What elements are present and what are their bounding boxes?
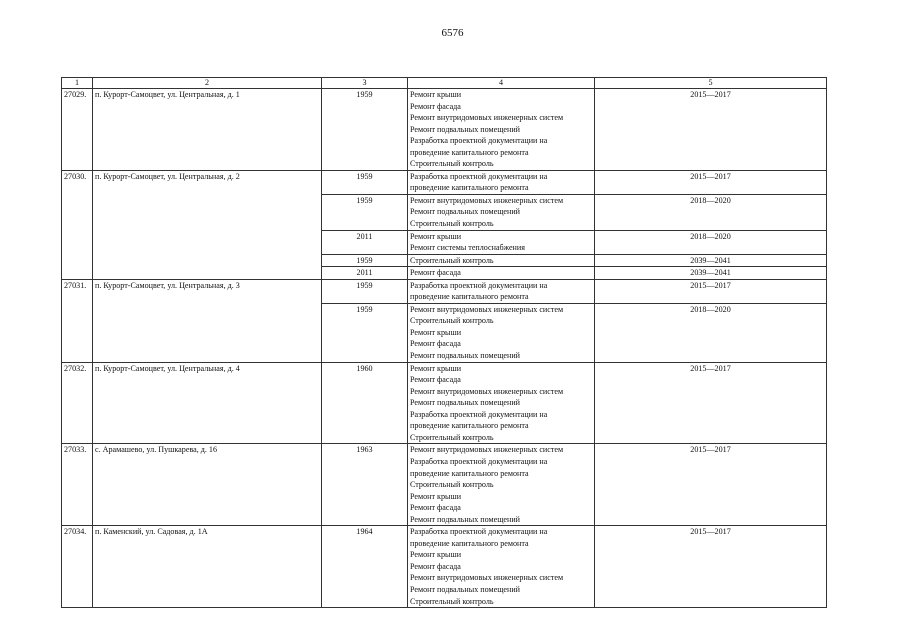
repair-period: 2018—2020 xyxy=(595,230,827,254)
table-row xyxy=(62,89,827,171)
works-list xyxy=(408,526,595,608)
column-header: 5 xyxy=(595,78,827,89)
work-item: Ремонт подвальных помещений xyxy=(410,584,521,594)
table-row xyxy=(62,444,827,526)
table-row xyxy=(62,362,827,444)
record-address: п. Курорт-Самоцвет, ул. Центральная, д. 1 xyxy=(93,89,322,171)
work-item: проведение капитального ремонта xyxy=(410,468,529,478)
work-item: Ремонт фасада xyxy=(410,268,461,278)
works-list xyxy=(408,444,595,526)
work-item: Ремонт крыши xyxy=(410,231,462,241)
build-year: 1959 xyxy=(322,170,408,194)
repair-period: 2039—2041 xyxy=(595,267,827,280)
work-item: Ремонт внутридомовых инженерных систем xyxy=(410,113,564,123)
repair-period: 2015—2017 xyxy=(595,170,827,194)
work-item: Ремонт фасада xyxy=(410,561,461,571)
build-year: 1963 xyxy=(322,444,408,526)
work-item: проведение капитального ремонта xyxy=(410,538,529,548)
work-item: Разработка проектной документации на xyxy=(410,456,548,466)
repair-period: 2039—2041 xyxy=(595,254,827,267)
work-item: Строительный контроль xyxy=(410,159,494,169)
record-number: 27030. xyxy=(62,170,93,279)
build-year: 2011 xyxy=(322,230,408,254)
repair-period: 2018—2020 xyxy=(595,303,827,362)
repair-period: 2015—2017 xyxy=(595,279,827,303)
work-item: проведение капитального ремонта xyxy=(410,421,529,431)
work-item: Ремонт крыши xyxy=(410,550,462,560)
table-row xyxy=(62,279,827,303)
work-item: Разработка проектной документации на xyxy=(410,136,548,146)
repair-period: 2015—2017 xyxy=(595,362,827,444)
build-year: 2011 xyxy=(322,267,408,280)
column-header: 3 xyxy=(322,78,408,89)
work-item: Ремонт подвальных помещений xyxy=(410,124,521,134)
work-item: Ремонт внутридомовых инженерных систем xyxy=(410,195,564,205)
record-number: 27029. xyxy=(62,89,93,171)
work-item: Разработка проектной документации на xyxy=(410,527,548,537)
works-list xyxy=(408,170,595,194)
works-list xyxy=(408,279,595,303)
record-address: п. Каменский, ул. Садовая, д. 1А xyxy=(93,526,322,608)
work-item: Разработка проектной документации на xyxy=(410,409,548,419)
works-list xyxy=(408,194,595,230)
work-item: Строительный контроль xyxy=(410,219,494,229)
table-row xyxy=(62,526,827,608)
repair-period: 2015—2017 xyxy=(595,526,827,608)
work-item: Ремонт крыши xyxy=(410,491,462,501)
record-address: п. Курорт-Самоцвет, ул. Центральная, д. 2 xyxy=(93,170,322,279)
work-item: Строительный контроль xyxy=(410,596,494,606)
work-item: Ремонт подвальных помещений xyxy=(410,207,521,217)
work-item: проведение капитального ремонта xyxy=(410,292,529,302)
work-item: Разработка проектной документации на xyxy=(410,171,548,181)
build-year: 1964 xyxy=(322,526,408,608)
work-item: Строительный контроль xyxy=(410,480,494,490)
build-year: 1959 xyxy=(322,89,408,171)
works-list xyxy=(408,89,595,171)
build-year: 1959 xyxy=(322,279,408,303)
record-address: п. Курорт-Самоцвет, ул. Центральная, д. 4 xyxy=(93,362,322,444)
work-item: Ремонт внутридомовых инженерных систем xyxy=(410,573,564,583)
work-item: Строительный контроль xyxy=(410,316,494,326)
repair-schedule-table xyxy=(61,77,827,608)
column-header: 1 xyxy=(62,78,93,89)
work-item: Ремонт подвальных помещений xyxy=(410,351,521,361)
build-year: 1960 xyxy=(322,362,408,444)
work-item: Ремонт крыши xyxy=(410,327,462,337)
page-number: 6576 xyxy=(441,27,464,39)
record-number: 27033. xyxy=(62,444,93,526)
work-item: Ремонт подвальных помещений xyxy=(410,398,521,408)
work-item: Ремонт системы теплоснабжения xyxy=(410,243,525,253)
work-item: Ремонт крыши xyxy=(410,90,462,99)
repair-period: 2018—2020 xyxy=(595,194,827,230)
build-year: 1959 xyxy=(322,254,408,267)
work-item: Ремонт фасада xyxy=(410,503,461,513)
record-address: п. Курорт-Самоцвет, ул. Центральная, д. 3 xyxy=(93,279,322,362)
column-header-row xyxy=(62,78,827,89)
record-address: с. Арамашево, ул. Пушкарева, д. 16 xyxy=(93,444,322,526)
work-item: Строительный контроль xyxy=(410,432,494,442)
work-item: Ремонт подвальных помещений xyxy=(410,514,521,524)
work-item: Строительный контроль xyxy=(410,255,494,265)
work-item: Разработка проектной документации на xyxy=(410,280,548,290)
column-header: 2 xyxy=(93,78,322,89)
works-list xyxy=(408,230,595,254)
build-year: 1959 xyxy=(322,303,408,362)
record-number: 27034. xyxy=(62,526,93,608)
work-item: Ремонт фасада xyxy=(410,339,461,349)
work-item: Ремонт фасада xyxy=(410,375,461,385)
works-list xyxy=(408,362,595,444)
record-number: 27032. xyxy=(62,362,93,444)
repair-period: 2015—2017 xyxy=(595,89,827,171)
column-header: 4 xyxy=(408,78,595,89)
repair-period: 2015—2017 xyxy=(595,444,827,526)
work-item: Ремонт внутридомовых инженерных систем xyxy=(410,304,564,314)
work-item: проведение капитального ремонта xyxy=(410,147,529,157)
work-item: Ремонт внутридомовых инженерных систем xyxy=(410,386,564,396)
work-item: проведение капитального ремонта xyxy=(410,183,529,193)
works-list xyxy=(408,254,595,267)
works-list xyxy=(408,303,595,362)
work-item: Ремонт внутридомовых инженерных систем xyxy=(410,445,564,455)
works-list xyxy=(408,267,595,280)
work-item: Ремонт крыши xyxy=(410,363,462,373)
record-number: 27031. xyxy=(62,279,93,362)
work-item: Ремонт фасада xyxy=(410,101,461,111)
table-row xyxy=(62,170,827,194)
build-year: 1959 xyxy=(322,194,408,230)
